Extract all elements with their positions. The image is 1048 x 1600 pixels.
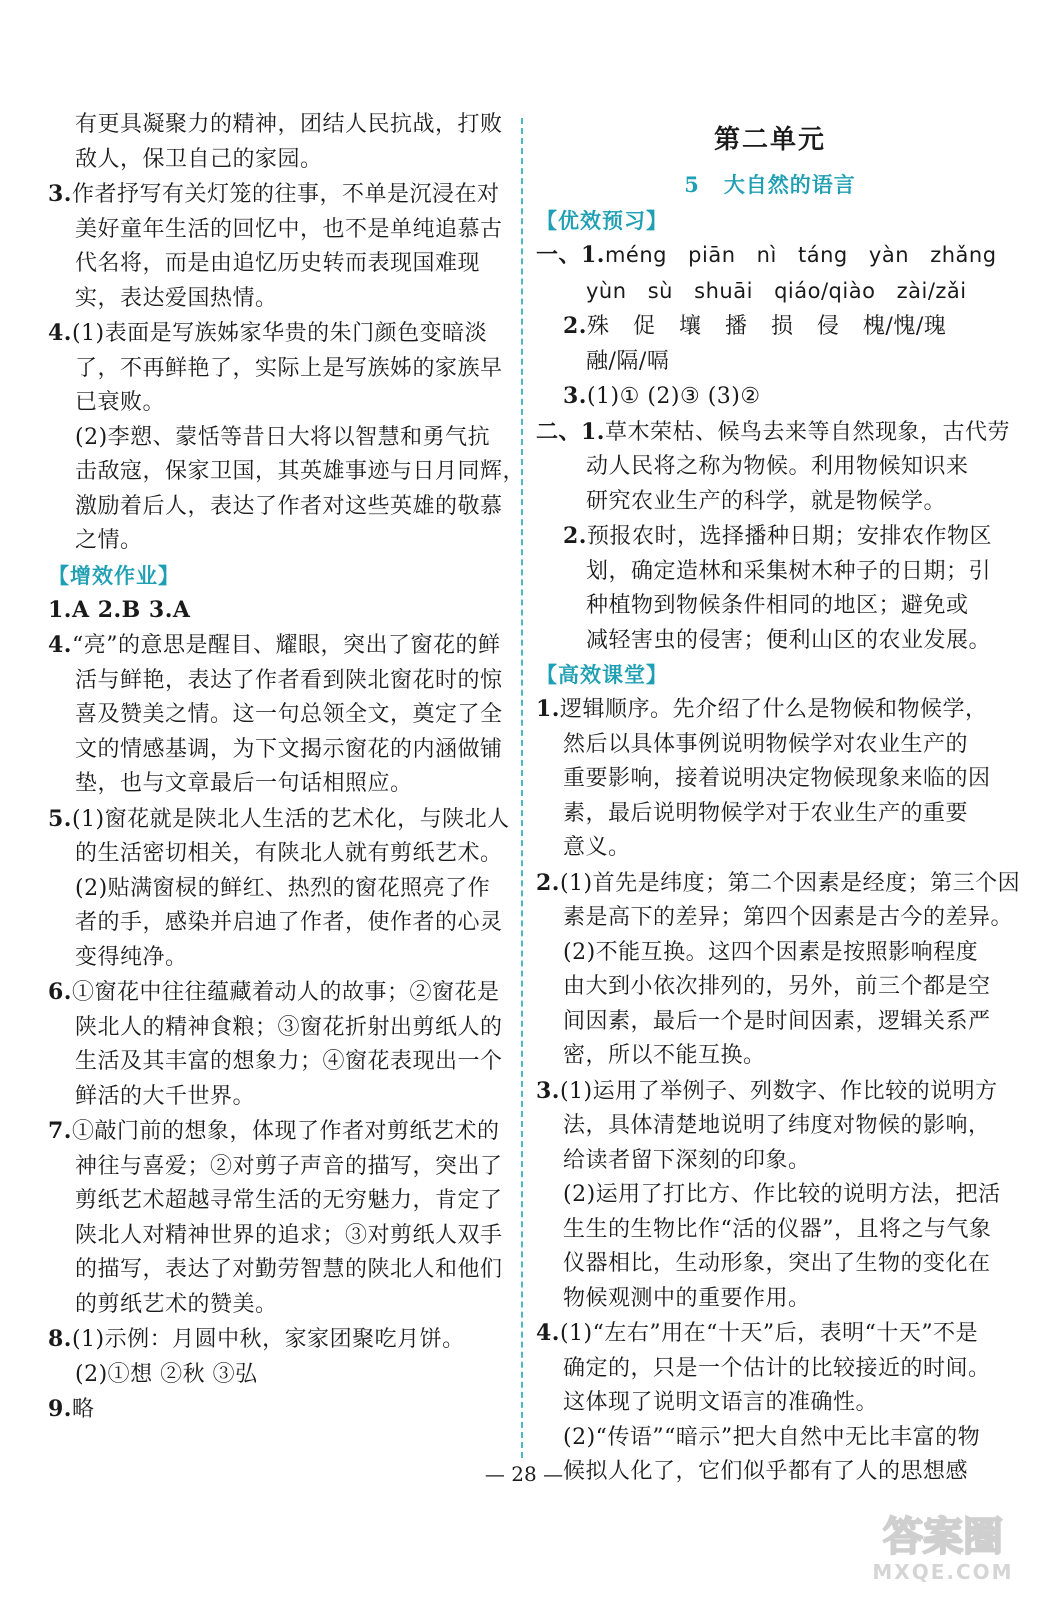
left-answers-part1 bbox=[48, 108, 526, 559]
watermark-icon bbox=[858, 1504, 1028, 1564]
answer-line bbox=[536, 379, 1004, 415]
answer-text: 密，所以不能互换。 bbox=[563, 1043, 766, 1068]
question-number: 7. bbox=[48, 1118, 72, 1144]
answer-text: 种植物到物候条件相同的地区；避免或 bbox=[586, 593, 969, 618]
answer-line bbox=[536, 901, 1014, 936]
answer-text: 的描写，表达了对勤劳智慧的陕北人和他们 bbox=[75, 1257, 503, 1282]
answer-text: 略 bbox=[71, 1397, 95, 1422]
answer-text: (1)“左右”用在“十天”后，表明“十天”不是 bbox=[559, 1321, 979, 1346]
answer-text: 文的情感基调，为下文揭示窗花的内涵做铺 bbox=[75, 736, 503, 762]
answer-line bbox=[536, 1039, 1004, 1074]
answer-line bbox=[48, 524, 510, 559]
answer-line bbox=[48, 1288, 510, 1323]
answer-text: 生生的生物比作“活的仪器”，且将之与气象 bbox=[563, 1216, 992, 1242]
answer-text: 逻辑顺序。先介绍了什么是物候和物候学， bbox=[559, 697, 988, 722]
answer-line bbox=[48, 421, 510, 456]
question-number: 1. bbox=[536, 696, 560, 722]
answer-text: 作者抒写有关灯笼的往事，不单是沉浸在对 bbox=[71, 182, 500, 207]
answer-text: 神往与喜爱；②对剪子声音的描写，突出了 bbox=[75, 1153, 503, 1179]
answer-line bbox=[536, 1178, 1004, 1213]
answer-line bbox=[48, 352, 510, 387]
answer-text: 然后以具体事例说明物候学对农业生产的 bbox=[563, 731, 969, 757]
answer-text: (1)首先是纬度；第二个因素是经度；第三个因 bbox=[559, 870, 1021, 896]
right-column bbox=[536, 108, 1021, 1490]
answer-text: 之情。 bbox=[75, 528, 143, 553]
answer-line bbox=[48, 975, 510, 1011]
answer-text: 意义。 bbox=[563, 835, 631, 860]
answer-text: 融/隔/嗝 bbox=[586, 348, 670, 374]
question-number: 3. bbox=[48, 181, 72, 207]
answer-text: 陕北人对精神世界的追求；③对剪纸人双手 bbox=[75, 1222, 503, 1248]
answer-text: méng piān nì táng yàn zhǎng bbox=[604, 243, 997, 267]
question-number: 二、1. bbox=[536, 418, 605, 445]
answer-line bbox=[48, 282, 510, 317]
answer-line bbox=[48, 1045, 510, 1080]
answer-line bbox=[536, 866, 1021, 902]
answer-line bbox=[48, 593, 510, 629]
answer-line bbox=[536, 1352, 1004, 1387]
answer-line bbox=[536, 345, 1004, 380]
answer-line bbox=[536, 519, 1004, 555]
answer-text: 的剪纸艺术的赞美。 bbox=[75, 1291, 278, 1317]
answer-text: 敌人，保卫自己的家园。 bbox=[75, 146, 323, 172]
answer-text: 候拟人化了，它们似乎都有了人的思想感 bbox=[563, 1459, 969, 1484]
question-number: 3. bbox=[536, 1077, 560, 1104]
answer-text: (1)运用了举例子、列数字、作比较的说明方 bbox=[559, 1078, 998, 1104]
answer-line bbox=[536, 415, 1010, 451]
left-column bbox=[48, 108, 526, 1428]
question-number: 2. bbox=[563, 523, 587, 549]
question-number: 8. bbox=[48, 1326, 72, 1352]
answer-line bbox=[48, 1253, 510, 1288]
answer-line bbox=[48, 490, 510, 525]
answer-line bbox=[536, 1144, 1004, 1179]
answer-text: 预报农时，选择播种日期；安排农作物区 bbox=[586, 524, 992, 549]
answer-line bbox=[536, 970, 1004, 1005]
answer-line bbox=[536, 624, 1004, 659]
answer-line bbox=[536, 1213, 1004, 1248]
answer-text: (1)表面是写族姊家华贵的朱门颜色变暗淡 bbox=[71, 321, 488, 346]
answer-text: 活与鲜艳，表达了作者看到陕北窗花时的惊 bbox=[75, 667, 503, 693]
watermark-logo bbox=[858, 1504, 1028, 1584]
answer-line bbox=[48, 1184, 510, 1219]
answer-text: 激励着后人，表达了作者对这些英雄的敬慕 bbox=[75, 493, 503, 519]
answer-line bbox=[536, 797, 1004, 832]
answer-line bbox=[536, 831, 1004, 866]
answer-text: (2)①想 ②秋 ③弘 bbox=[75, 1361, 258, 1387]
answer-text: 生活及其丰富的想象力；④窗花表现出一个 bbox=[75, 1049, 503, 1074]
answer-text: 物候观测中的重要作用。 bbox=[563, 1285, 811, 1311]
page-number: — 28 — bbox=[484, 1462, 564, 1486]
answer-line bbox=[48, 698, 510, 733]
answer-line bbox=[48, 1114, 510, 1150]
answer-line bbox=[48, 837, 510, 872]
answer-line bbox=[48, 1011, 510, 1046]
answer-line bbox=[536, 274, 1004, 310]
answer-text: ①敲门前的想象，体现了作者对剪纸艺术的 bbox=[71, 1119, 500, 1144]
right-answers-part1 bbox=[536, 238, 1010, 658]
answer-text: yùn sù shuāi qiáo/qiào zài/zǎi bbox=[586, 278, 967, 303]
answer-line bbox=[48, 1358, 510, 1393]
section-label-gaoxiao: 【高效课堂】 bbox=[536, 662, 668, 687]
left-answers-part2 bbox=[48, 593, 510, 1428]
answer-line bbox=[48, 177, 510, 213]
answer-text: 这体现了说明文语言的准确性。 bbox=[563, 1390, 879, 1415]
answer-line bbox=[48, 1322, 510, 1358]
answer-line bbox=[536, 485, 1004, 520]
answer-text: (2)李愬、蒙恬等昔日大将以智慧和勇气抗 bbox=[75, 424, 491, 450]
answer-text: 了，不再鲜艳了，实际上是写族姊的家族早 bbox=[75, 355, 503, 381]
answer-line bbox=[536, 309, 1004, 345]
lesson-name: 大自然的语言 bbox=[723, 172, 856, 197]
question-number: 3. bbox=[563, 383, 587, 409]
answer-text: 剪纸艺术超越寻常生活的无穷魅力，肯定了 bbox=[75, 1188, 503, 1213]
answer-text: 素是高下的差异；第四个因素是古今的差异。 bbox=[563, 905, 1014, 930]
question-number: 2. bbox=[536, 869, 560, 896]
answer-text: 1.A 2.B 3.A bbox=[48, 596, 191, 623]
answer-line bbox=[536, 1247, 1004, 1282]
section-label-zengxiao: 【增效作业】 bbox=[48, 562, 180, 588]
answer-line bbox=[536, 936, 1004, 971]
answer-line bbox=[48, 108, 510, 143]
answer-text: 减轻害虫的侵害；便利山区的农业发展。 bbox=[586, 627, 992, 653]
watermark-text: 答案圈 bbox=[883, 1514, 1003, 1560]
answer-text: 间因素，最后一个是时间因素，逻辑关系严 bbox=[563, 1008, 991, 1034]
right-answers-part2 bbox=[536, 692, 1021, 1490]
answer-text: 划，确定造林和采集树木种子的日期；引 bbox=[586, 558, 992, 584]
answer-text: (1)示例：月圆中秋，家家团聚吃月饼。 bbox=[71, 1327, 465, 1352]
unit-title: 第二单元 bbox=[713, 125, 826, 155]
answer-text: 陕北人的精神食粮；③窗花折射出剪纸人的 bbox=[75, 1014, 503, 1040]
answer-text: 草木荣枯、候鸟去来等自然现象，古代劳 bbox=[604, 419, 1010, 445]
answer-line bbox=[536, 238, 1004, 274]
answer-text: 有更具凝聚力的精神，团结人民抗战，打败 bbox=[75, 112, 503, 137]
question-number: 4. bbox=[48, 320, 72, 346]
answer-text: 已衰败。 bbox=[75, 390, 166, 415]
answer-text: “亮”的意思是醒目、耀眼，突出了窗花的鲜 bbox=[71, 633, 501, 658]
answer-text: (1)① (2)③ (3)② bbox=[586, 384, 761, 409]
question-number: 2. bbox=[563, 313, 587, 339]
answer-line bbox=[48, 386, 510, 421]
answer-line bbox=[48, 1219, 510, 1254]
section-label-youxiao: 【优效预习】 bbox=[536, 208, 668, 233]
answer-line bbox=[48, 455, 526, 490]
answer-text: 动人民将之称为物候。利用物候知识来 bbox=[586, 454, 969, 479]
answer-line bbox=[536, 1074, 1004, 1110]
answer-line bbox=[48, 1150, 510, 1185]
answer-line bbox=[536, 589, 1004, 624]
answer-line bbox=[48, 628, 510, 664]
answer-text: 变得纯净。 bbox=[75, 944, 188, 970]
answer-text: (2)不能互换。这四个因素是按照影响程度 bbox=[563, 939, 979, 965]
answer-text: 的生活密切相关，有陕北人就有剪纸艺术。 bbox=[75, 841, 503, 866]
answer-line bbox=[48, 1080, 510, 1115]
question-number: 4. bbox=[48, 632, 72, 658]
answer-text: 重要影响，接着说明决定物候现象来临的因 bbox=[563, 766, 991, 791]
answer-line bbox=[536, 1005, 1004, 1040]
answer-line bbox=[536, 728, 1004, 763]
question-number: 4. bbox=[536, 1320, 560, 1346]
answer-text: (2)“传语”“暗示”把大自然中无比丰富的物 bbox=[563, 1424, 981, 1450]
answer-text: 鲜活的大千世界。 bbox=[75, 1083, 256, 1109]
column-divider bbox=[521, 118, 523, 1458]
answer-text: 垫，也与文章最后一句话相照应。 bbox=[75, 771, 413, 796]
lesson-title bbox=[536, 166, 1004, 204]
answer-line bbox=[48, 316, 510, 352]
answer-text: 给读者留下深刻的印象。 bbox=[563, 1147, 811, 1173]
answer-text: 喜及赞美之情。这一句总领全文，奠定了全 bbox=[75, 702, 503, 727]
answer-line bbox=[48, 247, 510, 282]
answer-text: 代名将，而是由追忆历史转而表现国难现 bbox=[75, 251, 481, 276]
answer-line bbox=[536, 555, 1004, 590]
answer-line bbox=[48, 733, 510, 768]
answer-line bbox=[48, 213, 510, 248]
answer-text: ①窗花中往往蕴藏着动人的故事；②窗花是 bbox=[71, 980, 500, 1005]
answer-text: 仪器相比，生动形象，突出了生物的变化在 bbox=[563, 1251, 991, 1276]
answer-line bbox=[48, 143, 510, 178]
answer-text: 素，最后说明物候学对于农业生产的重要 bbox=[563, 800, 969, 826]
answer-line bbox=[536, 762, 1004, 797]
answer-line bbox=[536, 450, 1004, 485]
answer-text: 美好童年生活的回忆中，也不是单纯追慕古 bbox=[75, 216, 503, 242]
answer-line bbox=[48, 941, 510, 976]
answer-text: (1)窗花就是陕北人生活的艺术化，与陕北人 bbox=[71, 806, 510, 832]
answer-text: (2)贴满窗棂的鲜红、热烈的窗花照亮了作 bbox=[75, 875, 491, 901]
watermark-brand: MXQE.COM bbox=[872, 1560, 1014, 1584]
answer-line bbox=[48, 906, 510, 941]
lesson-number: 5 bbox=[684, 172, 700, 197]
answer-text: 由大到小依次排列的，另外，前三个都是空 bbox=[563, 974, 991, 999]
answer-line bbox=[48, 767, 510, 802]
answer-text: 击敌寇，保家卫国，其英雄事迹与日月同辉， bbox=[75, 459, 526, 484]
answer-line bbox=[536, 692, 1004, 728]
question-number: 9. bbox=[48, 1396, 72, 1422]
answer-line bbox=[48, 664, 510, 699]
answer-text: (2)运用了打比方、作比较的说明方法，把活 bbox=[563, 1182, 1001, 1207]
answer-line bbox=[48, 872, 510, 907]
question-number: 一、1. bbox=[536, 242, 605, 268]
answer-text: 者的手，感染并启迪了作者，使作者的心灵 bbox=[75, 910, 503, 935]
answer-line bbox=[48, 1392, 510, 1428]
question-number: 6. bbox=[48, 979, 72, 1005]
answer-text: 法，具体清楚地说明了纬度对物候的影响， bbox=[563, 1113, 991, 1138]
answer-line bbox=[536, 1109, 1004, 1144]
answer-line bbox=[536, 1386, 1004, 1421]
answer-line bbox=[48, 802, 510, 838]
answer-text: 研究农业生产的科学，就是物候学。 bbox=[586, 488, 947, 514]
answer-line bbox=[536, 1282, 1004, 1317]
answer-line bbox=[536, 1421, 1004, 1456]
answer-text: 殊 促 壤 播 损 侵 槐/愧/瑰 bbox=[586, 314, 947, 339]
answer-text: 实，表达爱国热情。 bbox=[75, 285, 278, 311]
answer-text: 确定的，只是一个估计的比较接近的时间。 bbox=[563, 1355, 991, 1381]
answer-line bbox=[536, 1316, 1004, 1352]
question-number: 5. bbox=[48, 805, 72, 832]
